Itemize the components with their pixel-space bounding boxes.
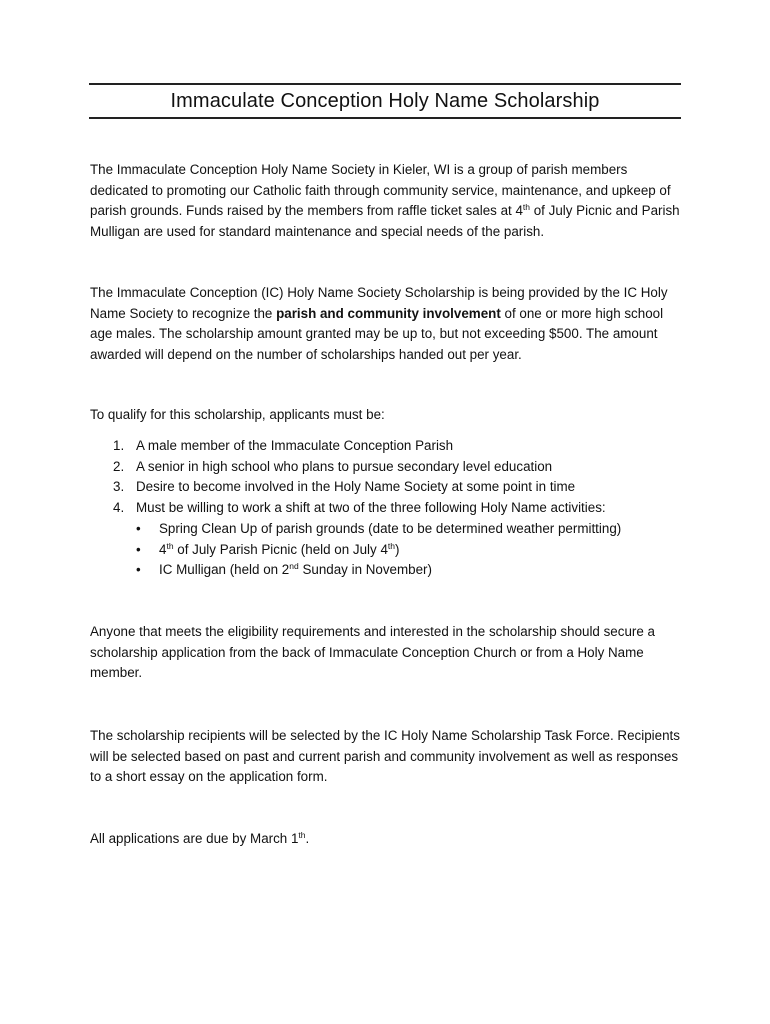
requirement-text: Desire to become involved in the Holy Name Society at some point in time xyxy=(136,479,576,495)
requirement-number: 1. xyxy=(113,438,125,453)
activity-text: of July Parish Picnic (held on July 4 xyxy=(173,541,388,557)
intro-paragraph xyxy=(90,160,688,243)
requirement-number: 2. xyxy=(113,458,125,474)
requirement-text: A male member of the Immaculate Conception Parish xyxy=(136,438,454,453)
activity-text: ) xyxy=(395,541,400,557)
due-date-text-end: . xyxy=(305,831,310,846)
requirement-text: Must be willing to work a shift at two of the three following Holy Name activities: xyxy=(136,500,606,516)
intro-text: The Immaculate Conception Holy Name Society in Kieler, WI is a group of parish members dedicated to promoting our Catholic faith through community service, maintenance, and upkeep of parish grounds. Funds raised by the members from raffle ticket sales at 4 xyxy=(90,162,671,219)
activities-list xyxy=(136,519,688,581)
due-date-text: All applications are due by March 1 xyxy=(90,831,299,846)
requirement-item xyxy=(90,498,688,581)
activity-superscript: nd xyxy=(289,561,299,572)
activity-text: IC Mulligan (held on 2 xyxy=(159,562,290,578)
due-date-superscript: th xyxy=(298,830,306,840)
due-date-paragraph xyxy=(90,829,688,850)
bullet-icon: • xyxy=(136,520,141,536)
title-block xyxy=(89,83,681,119)
qualify-intro: To qualify for this scholarship, applicants must be: xyxy=(90,407,385,422)
eligibility-paragraph: Anyone that meets the eligibility requirements and interested in the scholarship should secure a scholarship application from the back of Immaculate Conception Church or from a Holy Name member. xyxy=(90,624,655,681)
scholarship-paragraph xyxy=(90,283,688,366)
requirement-text: A senior in high school who plans to pursue secondary level education xyxy=(136,458,553,474)
requirement-number: 4. xyxy=(113,500,125,516)
requirement-item xyxy=(90,477,688,498)
activity-text: Sunday in November) xyxy=(298,562,432,578)
requirement-number: 3. xyxy=(113,479,125,495)
activity-item-mulligan xyxy=(136,560,688,581)
requirements-list xyxy=(90,436,688,581)
intro-text-end: of July Picnic and Parish Mulligan are used for standard maintenance and special needs of the parish. xyxy=(90,203,680,240)
activity-superscript: th xyxy=(387,540,395,551)
scholarship-emphasis: parish and community involvement xyxy=(276,305,501,321)
requirement-item xyxy=(90,436,688,457)
activity-superscript: th xyxy=(166,540,174,551)
intro-superscript: th xyxy=(522,202,531,213)
requirement-item xyxy=(90,457,688,478)
activity-item-parish-picnic xyxy=(136,540,688,561)
activity-text: 4 xyxy=(159,541,167,557)
activity-text: Spring Clean Up of parish grounds (date to be determined weather permitting) xyxy=(159,520,622,536)
page-title: Immaculate Conception Holy Name Scholarship xyxy=(170,89,600,112)
bullet-icon: • xyxy=(136,562,141,578)
bullet-icon: • xyxy=(136,541,141,557)
activity-item-spring-cleanup xyxy=(136,519,688,540)
selection-paragraph: The scholarship recipients will be selected by the IC Holy Name Scholarship Task Force. Recipients will be selected based on past and current parish and community involvement as well as responses to a short essay on the application form. xyxy=(90,728,680,785)
scholarship-text-end: of one or more high school age males. The scholarship amount granted may be up to, but not exceeding $500. The amount awarded will depend on the number of scholarships handed out per year. xyxy=(90,305,664,363)
scholarship-text: The Immaculate Conception (IC) Holy Name Society Scholarship is being provided by the IC Holy Name Society to recognize the xyxy=(90,285,668,321)
